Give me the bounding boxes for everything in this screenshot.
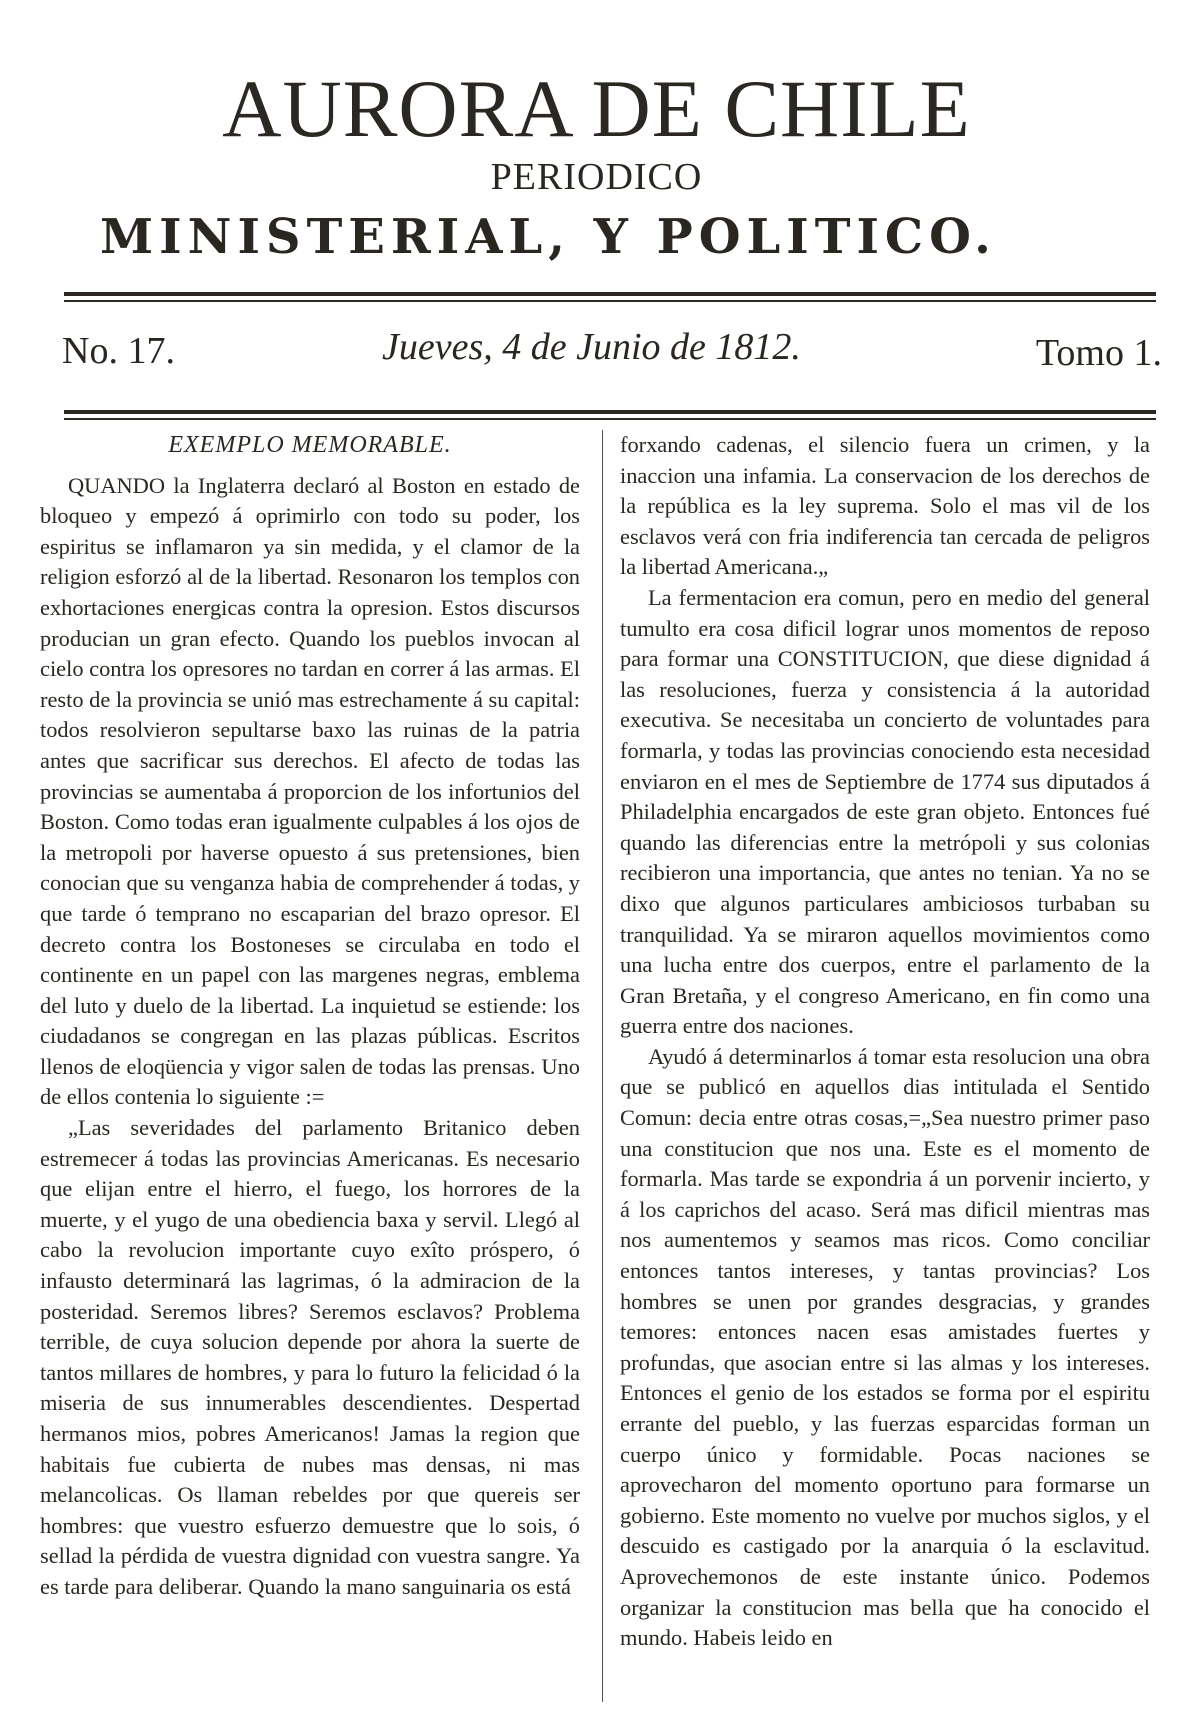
masthead-subtitle-ministerial: MINISTERIAL, Y POLITICO. <box>100 209 997 265</box>
masthead-rule-thin <box>64 300 1156 302</box>
article-paragraph: QUANDO la Inglaterra declaró al Boston en estado de bloqueo y empezó á oprimirlo con todo su poder, los espiritus se inflamaron ya sin medida, y el clamor de la religion esforzó al de la libertad. Resonaron los templos con exhortaciones energicas contra la opresion. Estos discursos producian un gran efecto. Quando los pueblos invocan al cielo contra los opresores no tardan en correr á las armas. El resto de la provincia se unió mas estrechamente á su capital: todos resolvieron sepultarse baxo las ruinas de la patria antes que sacrificar sus derechos. El afecto de todas las provincias se aumentaba á proporcion de los infortunios del Boston. Como todas eran igualmente culpables á los ojos de la metropoli por haverse opuesto á sus pretensiones, bien conocian que su venganza habia de comprehender á todas, y que tarde ó temprano no escaparian del brazo opresor. El decreto contra los Bostoneses se circulaba en todo el continente en un papel con las margenes negras, emblema del luto y duelo de la libertad. La inquietud se estiende: los ciudadanos se congregan en las plazas públicas. Escritos llenos de eloqüencia y vigor salen de todas las prensas. Uno de ellos contenia lo siguiente := <box>40 472 580 1110</box>
issue-number: No. 17. <box>62 330 175 372</box>
issue-rule-thick <box>64 410 1156 414</box>
right-column <box>620 430 1150 1654</box>
article-paragraph: Ayudó á determinarlos á tomar esta resolucion una obra que se publicó en aquellos dias intitulada el Sentido Comun: decia entre otras cosas,=„Sea nuestro primer paso una constitucion que nos una. Este es el momento de formarla. Mas tarde se expondria á un porvenir incierto, y á los caprichos del acaso. Será mas dificil mientras mas nos aumentemos y seamos mas ricos. Como conciliar entonces tantos intereses, y tantas provincias? Los hombres se unen por grandes desgracias, y grandes temores: entonces nacen esas amistades fuertes y profundas, que asocian entre si las almas y los intereses. Entonces el genio de los estados se forma por el espiritu errante del pueblo, y las fuerzas esparcidas forman un cuerpo único y formidable. Pocas naciones se aprovecharon del momento oportuno para formarse un gobierno. Este momento no vuelve por muchos siglos, y el descuido es castigado por la anarquia ó la esclavitud. Aprovechemonos de este instante único. Podemos organizar la constitucion mas bella que ha conocido el mundo. Habeis leido en <box>620 1043 1150 1651</box>
article-heading: EXEMPLO MEMORABLE. <box>168 432 452 458</box>
masthead-subtitle: PERIODICO <box>490 156 703 198</box>
article-paragraph: forxando cadenas, el silencio fuera un crimen, y la inaccion una infamia. La conservacion de los derechos de la república es la ley suprema. Solo el mas vil de los esclavos verá con fria indiferencia tan cercada de peligros la libertad Americana.„ <box>620 432 1150 580</box>
left-column <box>40 430 580 1603</box>
article-paragraph: „Las severidades del parlamento Britanico deben estremecer á todas las provincias Americanas. Es necesario que elijan entre el hierro, el fuego, los horrores de la muerte, y el yugo de una obediencia baxa y servil. Llegó al cabo la revolucion importante cuyo exîto próspero, ó infausto determinará las lagrimas, ó la admiracion de la posteridad. Seremos libres? Seremos esclavos? Problema terrible, de cuya solucion depende por ahora la suerte de tantos millares de hombres, y para lo futuro la felicidad ó la miseria de sus innumerables descendientes. Despertad hermanos mios, pobres Americanos! Jamas la region que habitais fue cubierta de nubes mas densas, ni mas melancolicas. Os llaman rebeldes por que quereis ser hombres: que vuestro esfuerzo demuestre que lo sois, ó sellad la pérdida de vuestra dignidad con vuestra sangre. Ya es tarde para deliberar. Quando la mano sanguinaria os está <box>40 1115 580 1599</box>
article-paragraph: La fermentacion era comun, pero en medio del general tumulto era cosa dificil lograr unos momentos de reposo para formar una CONSTITUCION, que diese dignidad á las resoluciones, fuerza y consistencia á la autoridad executiva. Se necesitaba un concierto de voluntades para formarla, y todas las provincias conociendo esta necesidad enviaron en el mes de Septiembre de 1774 sus diputados á Philadelphia encargados de este gran objeto. Entonces fué quando las diferencias entre la metrópoli y sus colonias recibieron una importancia, que antes no tenian. Ya no se dixo que algunos particulares ambiciosos turbaban su tranquilidad. Ya se miraron aquellos movimientos como una lucha entre dos cuerpos, entre el parlamento de la Gran Bretaña, y el congreso Americano, en fin como una guerra entre dos naciones. <box>620 584 1150 1039</box>
masthead-rule-thick <box>64 292 1156 296</box>
issue-line <box>62 328 1162 378</box>
issue-date: Jueves, 4 de Junio de 1812. <box>382 326 801 368</box>
issue-rule-thin <box>64 418 1156 420</box>
column-separator <box>602 430 603 1702</box>
masthead-title: AURORA DE CHILE <box>222 63 971 154</box>
issue-volume: Tomo 1. <box>1035 332 1162 374</box>
